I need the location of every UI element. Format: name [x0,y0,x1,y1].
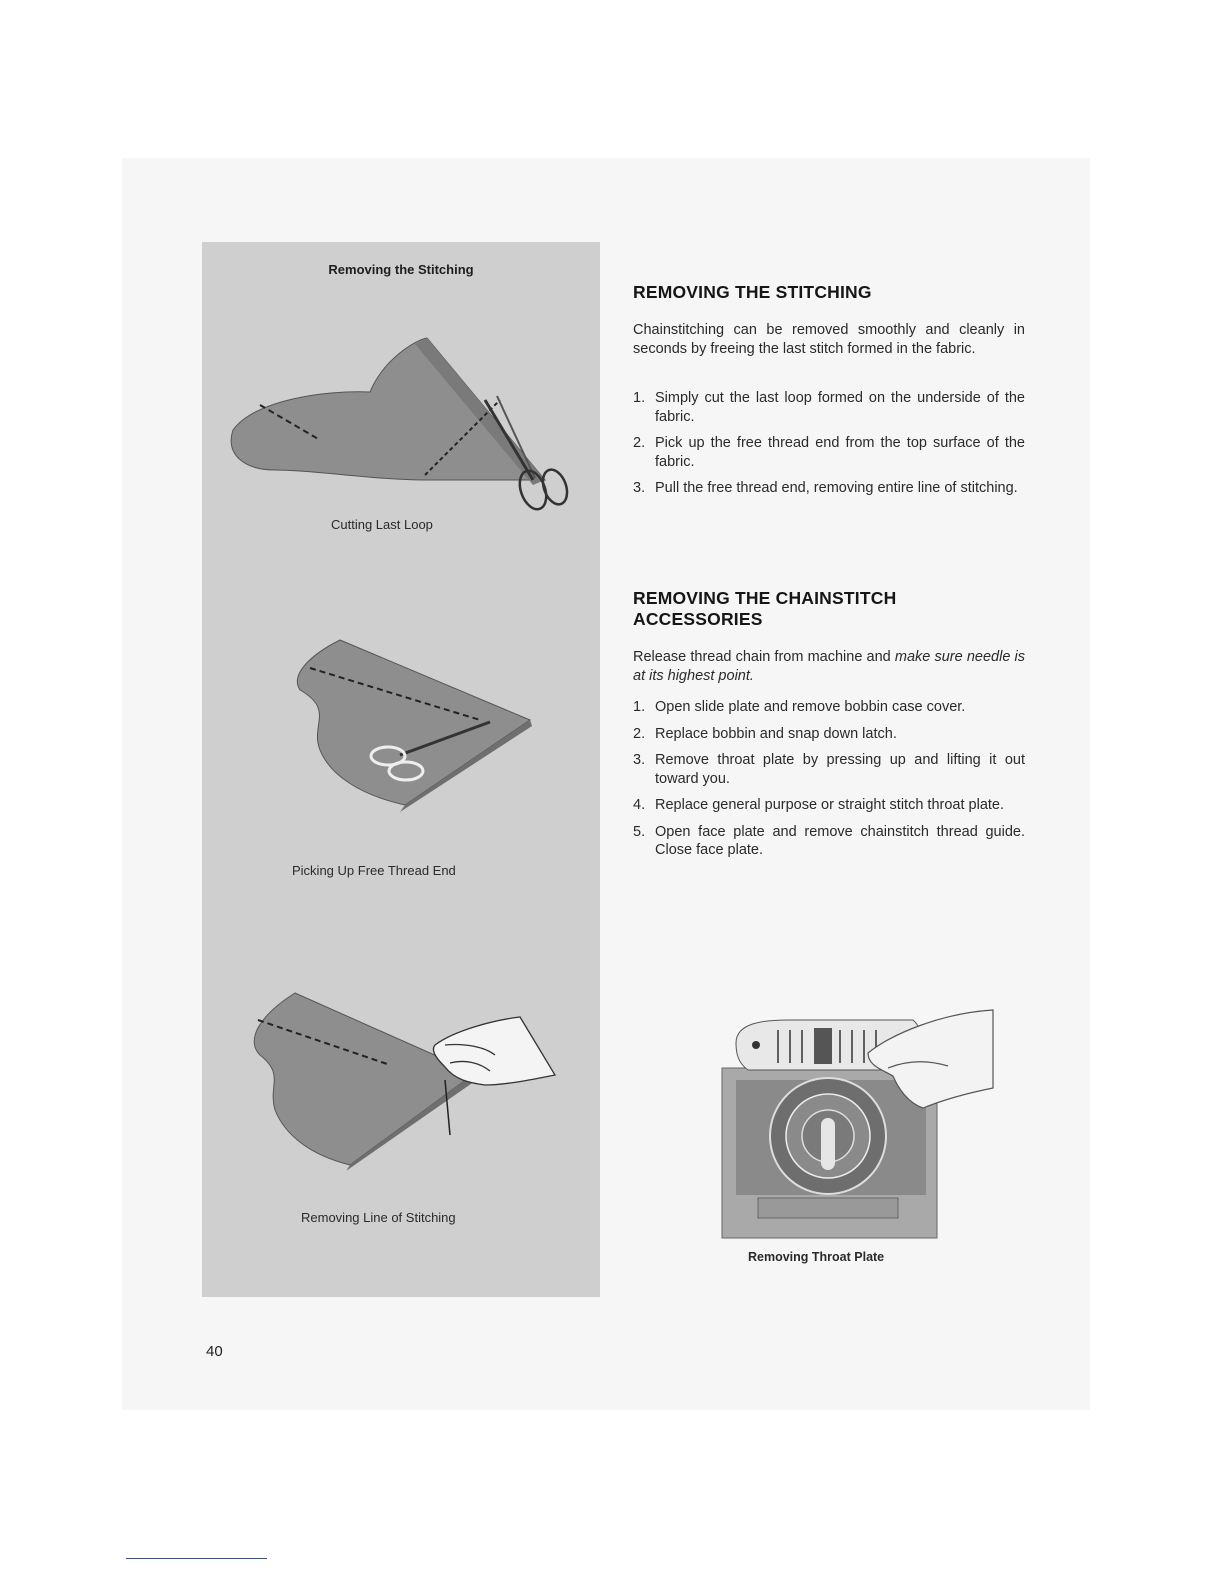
section2-steps [633,698,1025,860]
footer-link-underline [126,1558,267,1559]
caption-picking-up-thread: Picking Up Free Thread End [292,863,456,878]
picking-up-thread-illustration [280,630,540,815]
list-item: 2. Pick up the free thread end from the top surface of the fabric. [633,435,1025,470]
cutting-last-loop-illustration [215,330,585,545]
section2-intro: Release thread chain from machine and make sure needle is at its highest point. [633,649,1025,684]
section1-steps [633,389,1025,498]
panel-title: Removing the Stitching [328,262,474,277]
caption-cutting-last-loop: Cutting Last Loop [331,517,433,532]
fabric-shape [254,993,475,1165]
section1-intro: Chainstitching can be removed smoothly and cleanly in seconds by freeing the last stitch formed in the fabric. [633,322,1025,357]
list-item: 4. Replace general purpose or straight stitch throat plate. [633,797,1005,813]
list-item: 1. Open slide plate and remove bobbin case cover. [633,699,966,715]
removing-line-illustration [240,985,570,1170]
section-heading-removing-stitching: REMOVING THE STITCHING [633,282,872,302]
list-item: 3. Pull the free thread end, removing entire line of stitching. [633,480,1018,496]
list-item: 1. Simply cut the last loop formed on the underside of the fabric. [633,390,1025,425]
caption-removing-line: Removing Line of Stitching [301,1210,456,1225]
section-heading-removing-accessories: REMOVING THE CHAINSTITCH ACCESSORIES [633,588,897,629]
throat-plate-photo [718,1008,998,1240]
fabric-shape [231,338,545,480]
list-item: 5. Open face plate and remove chainstitch thread guide. Close face plate. [633,823,1025,858]
list-item: 2. Replace bobbin and snap down latch. [633,725,897,742]
list-item: 3. Remove throat plate by pressing up and lifting it out toward you. [633,752,1025,787]
page-number: 40 [206,1343,223,1360]
photo-caption: Removing Throat Plate [748,1250,885,1264]
